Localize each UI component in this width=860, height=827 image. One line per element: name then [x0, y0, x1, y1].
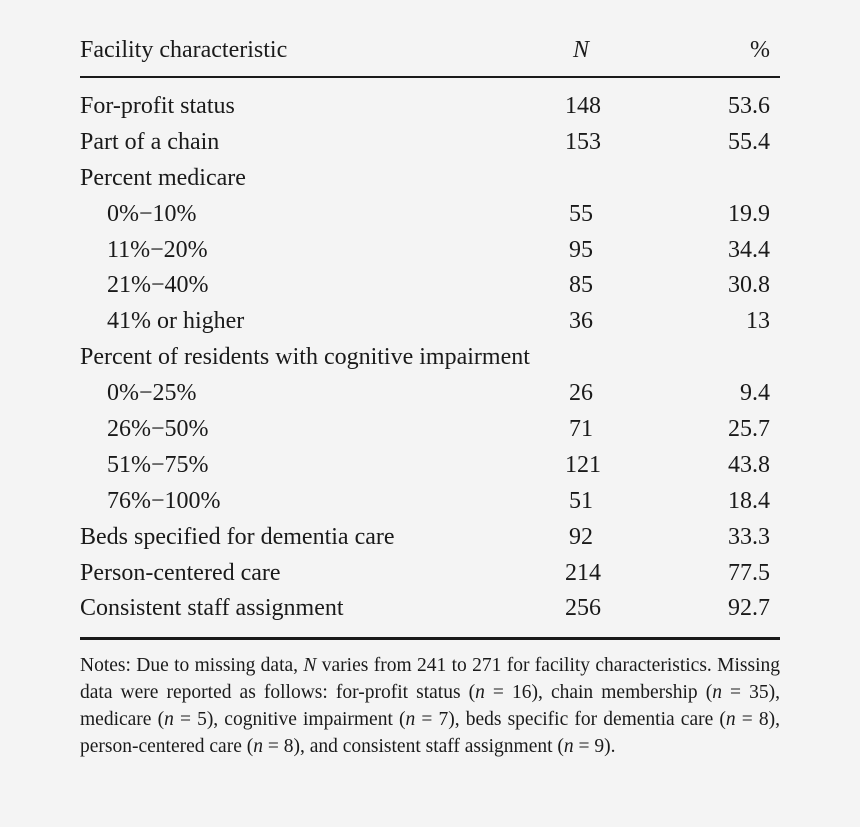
row-n-value: 55	[569, 200, 593, 227]
notes-text-7: = 8), and consistent staff assignment (	[262, 736, 564, 758]
row-percent-value: 53.6	[728, 93, 770, 119]
notes-n-lower: n	[563, 736, 574, 758]
row-label: Consistent staff assignment	[80, 595, 344, 622]
table-row	[80, 125, 780, 161]
notes-n-lower: n	[405, 709, 416, 731]
row-label: 0%−25%	[107, 380, 197, 407]
table-row	[80, 197, 780, 233]
bottom-rule	[80, 637, 780, 640]
row-percent-value: 34.4	[728, 236, 770, 263]
row-percent-value: 13	[746, 308, 770, 335]
row-percent-value: 30.8	[728, 272, 770, 299]
table-row	[80, 591, 780, 627]
row-label: 51%−75%	[107, 451, 209, 478]
row-percent-value: 25.7	[728, 416, 770, 443]
notes-text-6: = 8), person-centered care (	[80, 709, 780, 758]
row-n-value: 214	[565, 559, 601, 586]
row-n-value: 85	[569, 272, 593, 299]
table-row	[80, 448, 780, 484]
notes-n-lower: n	[164, 709, 174, 731]
row-n-value: 36	[569, 308, 593, 335]
table-row	[80, 233, 780, 269]
row-label: Part of a chain	[80, 128, 220, 155]
row-label: Beds specified for dementia care	[80, 523, 395, 550]
header-percent: %	[750, 37, 770, 63]
notes-text-1: varies from 241 to 271 for facility characteristics. Missing data were reported as follows: for-profit status (	[80, 655, 780, 704]
row-label: Percent medicare	[80, 164, 246, 191]
table-row	[80, 412, 780, 448]
table-row	[80, 376, 780, 412]
row-n-value: 51	[569, 487, 593, 514]
facility-characteristics-table	[80, 30, 780, 760]
table-row	[80, 304, 780, 340]
header-facility-characteristic: Facility characteristic	[80, 37, 288, 63]
row-percent-value: 19.9	[728, 200, 770, 227]
header-n: N	[572, 37, 589, 63]
table-body	[80, 89, 780, 627]
row-percent-value: 33.3	[728, 523, 770, 550]
row-n-value: 95	[569, 236, 593, 263]
notes-n-symbol: N	[303, 655, 317, 677]
table-notes	[80, 652, 780, 760]
row-percent-value: 77.5	[728, 559, 770, 586]
notes-text-5: = 7), beds specific for dementia care (	[415, 709, 726, 731]
row-n-value: 92	[569, 523, 593, 550]
row-n-value: 148	[565, 93, 601, 119]
row-label: 26%−50%	[107, 416, 209, 443]
row-label: 21%−40%	[107, 272, 209, 299]
notes-prefix: Notes: Due to missing data,	[80, 655, 304, 677]
row-n-value: 256	[565, 595, 601, 622]
row-percent-value: 43.8	[728, 451, 770, 478]
notes-text-8: = 9).	[573, 736, 616, 758]
row-label: 76%−100%	[107, 487, 221, 514]
table-row	[80, 520, 780, 556]
notes-n-lower: n	[475, 682, 485, 704]
row-label: 41% or higher	[107, 308, 245, 335]
row-label: Percent of residents with cognitive impairment	[80, 344, 530, 371]
row-n-value: 71	[569, 416, 593, 443]
table-row	[80, 268, 780, 304]
notes-n-lower: n	[712, 682, 722, 704]
notes-text-3: = 35), medicare (	[80, 682, 781, 731]
table-row	[80, 161, 780, 197]
notes-text-2: = 16), chain membership (	[484, 682, 713, 704]
notes-text-4: = 5), cognitive impairment (	[173, 709, 406, 731]
row-label: 0%−10%	[107, 200, 197, 227]
notes-n-lower: n	[725, 709, 736, 731]
row-n-value: 153	[565, 128, 601, 155]
header-rule	[80, 76, 780, 78]
row-percent-value: 92.7	[728, 595, 770, 622]
row-percent-value: 9.4	[740, 380, 770, 407]
row-n-value: 121	[565, 451, 601, 478]
notes-n-lower: n	[253, 736, 263, 758]
table-row	[80, 89, 780, 125]
row-label: Person-centered care	[80, 559, 281, 586]
table-row	[80, 484, 780, 520]
row-percent-value: 18.4	[728, 487, 770, 514]
row-label: For-profit status	[80, 93, 235, 119]
row-percent-value: 55.4	[728, 128, 770, 155]
table-header-row	[80, 30, 780, 70]
table-row	[80, 340, 780, 376]
row-n-value: 26	[569, 380, 593, 407]
row-label: 11%−20%	[107, 236, 208, 263]
table-row	[80, 556, 780, 592]
